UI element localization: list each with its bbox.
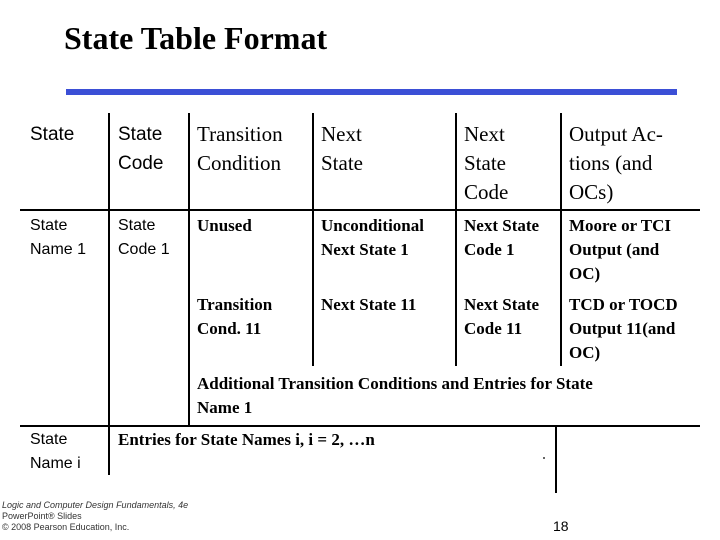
header-line: State <box>321 151 363 175</box>
footer-line: PowerPoint® Slides <box>2 511 82 521</box>
cell-line: Entries for State Names i, i = 2, …n <box>118 430 375 449</box>
row2-next-state <box>321 293 416 317</box>
grid-line <box>560 113 562 366</box>
row2-output <box>569 293 678 365</box>
cell-line: Next State 1 <box>321 240 409 259</box>
cell-line: Additional Transition Conditions and Entries for State <box>197 374 593 393</box>
slide-title: State Table Format <box>64 20 328 56</box>
header-line: State <box>118 124 163 145</box>
header-line: OCs) <box>569 180 614 204</box>
grid-line <box>20 209 700 211</box>
cell-line: Unconditional <box>321 216 424 235</box>
cell-line: State <box>118 217 156 234</box>
grid-line <box>555 425 557 493</box>
cell-line: Name 1 <box>197 398 253 417</box>
header-next-state <box>321 120 363 178</box>
header-transition-condition <box>197 120 283 178</box>
grid-line <box>312 113 314 366</box>
header-line: Next <box>321 122 362 146</box>
title-underline <box>66 89 677 95</box>
cell-line: Name i <box>30 455 81 472</box>
cell-line: Code 1 <box>464 240 515 259</box>
row1-transition <box>197 214 252 238</box>
cell-line: Next State <box>464 216 540 235</box>
cell-line: Next State <box>464 295 540 314</box>
row-i-state-name <box>30 428 81 476</box>
row1-output <box>569 214 671 286</box>
footer-credits <box>2 500 188 533</box>
grid-line <box>108 113 110 475</box>
footer-line: © 2008 Pearson Education, Inc. <box>2 522 130 532</box>
header-line: tions (and <box>569 151 653 175</box>
row2-next-state-code <box>464 293 539 341</box>
header-line: State <box>464 151 506 175</box>
header-output-actions <box>569 120 663 207</box>
header-state-code <box>118 120 163 178</box>
row2-transition <box>197 293 272 341</box>
header-line: Code <box>464 180 509 204</box>
header-line: Output Ac- <box>569 122 663 146</box>
row1-next-state <box>321 214 424 262</box>
stray-dot <box>543 457 545 459</box>
header-next-state-code <box>464 120 508 207</box>
grid-line <box>455 113 457 366</box>
cell-line: OC) <box>569 264 601 283</box>
footer-line: Logic and Computer Design Fundamentals, 4e <box>2 500 189 510</box>
header-line: Transition <box>197 122 283 146</box>
cell-line: Unused <box>197 216 252 235</box>
cell-line: Name 1 <box>30 241 87 258</box>
row1-next-state-code <box>464 214 539 262</box>
header-line: Code <box>118 153 164 174</box>
additional-conditions <box>197 372 593 420</box>
grid-line <box>188 113 190 425</box>
cell-line: Output 11(and <box>569 319 676 338</box>
cell-line: Cond. 11 <box>197 319 262 338</box>
header-state-text: State <box>30 124 75 145</box>
header-line: Condition <box>197 151 282 175</box>
cell-line: OC) <box>569 343 601 362</box>
cell-line: State <box>30 431 68 448</box>
cell-line: Next State 11 <box>321 295 417 314</box>
row1-state-name <box>30 214 86 262</box>
cell-line: Transition <box>197 295 273 314</box>
header-line: Next <box>464 122 505 146</box>
cell-line: State <box>30 217 68 234</box>
page-number: 18 <box>553 518 569 534</box>
row1-state-code <box>118 214 170 262</box>
row-i-entries <box>118 428 375 452</box>
grid-line <box>20 425 700 427</box>
cell-line: TCD or TOCD <box>569 295 678 314</box>
cell-line: Code 1 <box>118 241 170 258</box>
cell-line: Output (and <box>569 240 660 259</box>
cell-line: Code 11 <box>464 319 523 338</box>
header-state <box>30 120 74 149</box>
cell-line: Moore or TCI <box>569 216 671 235</box>
